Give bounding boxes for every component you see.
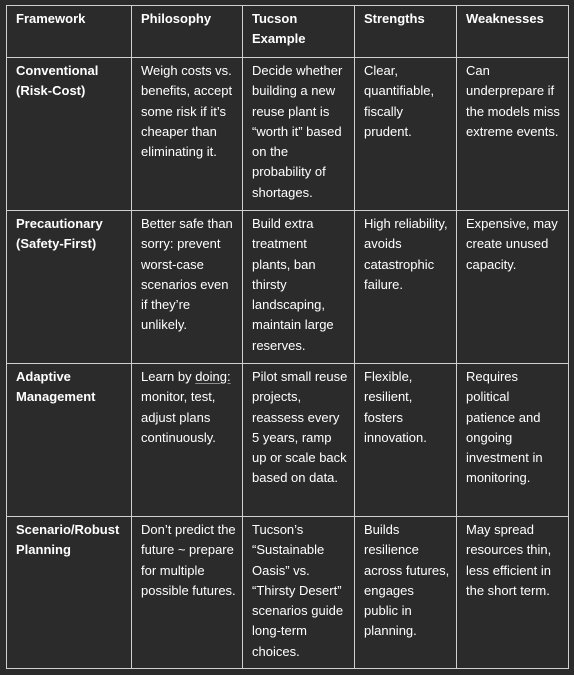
table-row bbox=[7, 58, 569, 211]
cell-tucson-example: Decide whether building a new reuse plant is “worth it” based on the probability of shortages. bbox=[243, 58, 355, 211]
cell-framework: Scenario/Robust Planning bbox=[7, 517, 132, 669]
philosophy-text-start: Learn by bbox=[141, 369, 196, 384]
header-framework: Framework bbox=[7, 6, 132, 58]
cell-strengths: Clear, quantifiable, fiscally prudent. bbox=[355, 58, 457, 211]
cell-weaknesses: Requires political patience and ongoing investment in monitoring. bbox=[457, 364, 569, 517]
cell-tucson-example: Pilot small reuse projects, reassess every 5 years, ramp up or scale back based on data. bbox=[243, 364, 355, 517]
cell-philosophy: Better safe than sorry: prevent worst-case scenarios even if they’re unlikely. bbox=[132, 211, 243, 364]
philosophy-text-end: monitor, test, adjust plans continuously. bbox=[141, 389, 216, 445]
cell-weaknesses: Expensive, may create unused capacity. bbox=[457, 211, 569, 364]
table-row bbox=[7, 211, 569, 364]
cell-framework: Conventional (Risk-Cost) bbox=[7, 58, 132, 211]
header-strengths: Strengths bbox=[355, 6, 457, 58]
table-header-row bbox=[7, 6, 569, 58]
cell-tucson-example: Tucson’s “Sustainable Oasis” vs. “Thirsty Desert” scenarios guide long-term choices. bbox=[243, 517, 355, 669]
cell-weaknesses: Can underprepare if the models miss extreme events. bbox=[457, 58, 569, 211]
header-weaknesses: Weaknesses bbox=[457, 6, 569, 58]
document-body bbox=[6, 5, 569, 669]
cell-strengths: Flexible, resilient, fosters innovation. bbox=[355, 364, 457, 517]
header-tucson-example: Tucson Example bbox=[243, 6, 355, 58]
cell-philosophy bbox=[132, 364, 243, 517]
framework-comparison-table bbox=[6, 5, 569, 669]
spellcheck-underlined-word[interactable]: doing: bbox=[195, 369, 231, 384]
cell-philosophy: Weigh costs vs. benefits, accept some risk if it’s cheaper than eliminating it. bbox=[132, 58, 243, 211]
table-row bbox=[7, 517, 569, 669]
cell-framework: Adaptive Management bbox=[7, 364, 132, 517]
table-row bbox=[7, 364, 569, 517]
header-philosophy: Philosophy bbox=[132, 6, 243, 58]
cell-weaknesses: May spread resources thin, less efficient in the short term. bbox=[457, 517, 569, 669]
cell-strengths: Builds resilience across futures, engages public in planning. bbox=[355, 517, 457, 669]
cell-tucson-example: Build extra treatment plants, ban thirsty landscaping, maintain large reserves. bbox=[243, 211, 355, 364]
cell-strengths: High reliability, avoids catastrophic failure. bbox=[355, 211, 457, 364]
cell-philosophy: Don’t predict the future ~ prepare for multiple possible futures. bbox=[132, 517, 243, 669]
cell-framework: Precautionary (Safety-First) bbox=[7, 211, 132, 364]
